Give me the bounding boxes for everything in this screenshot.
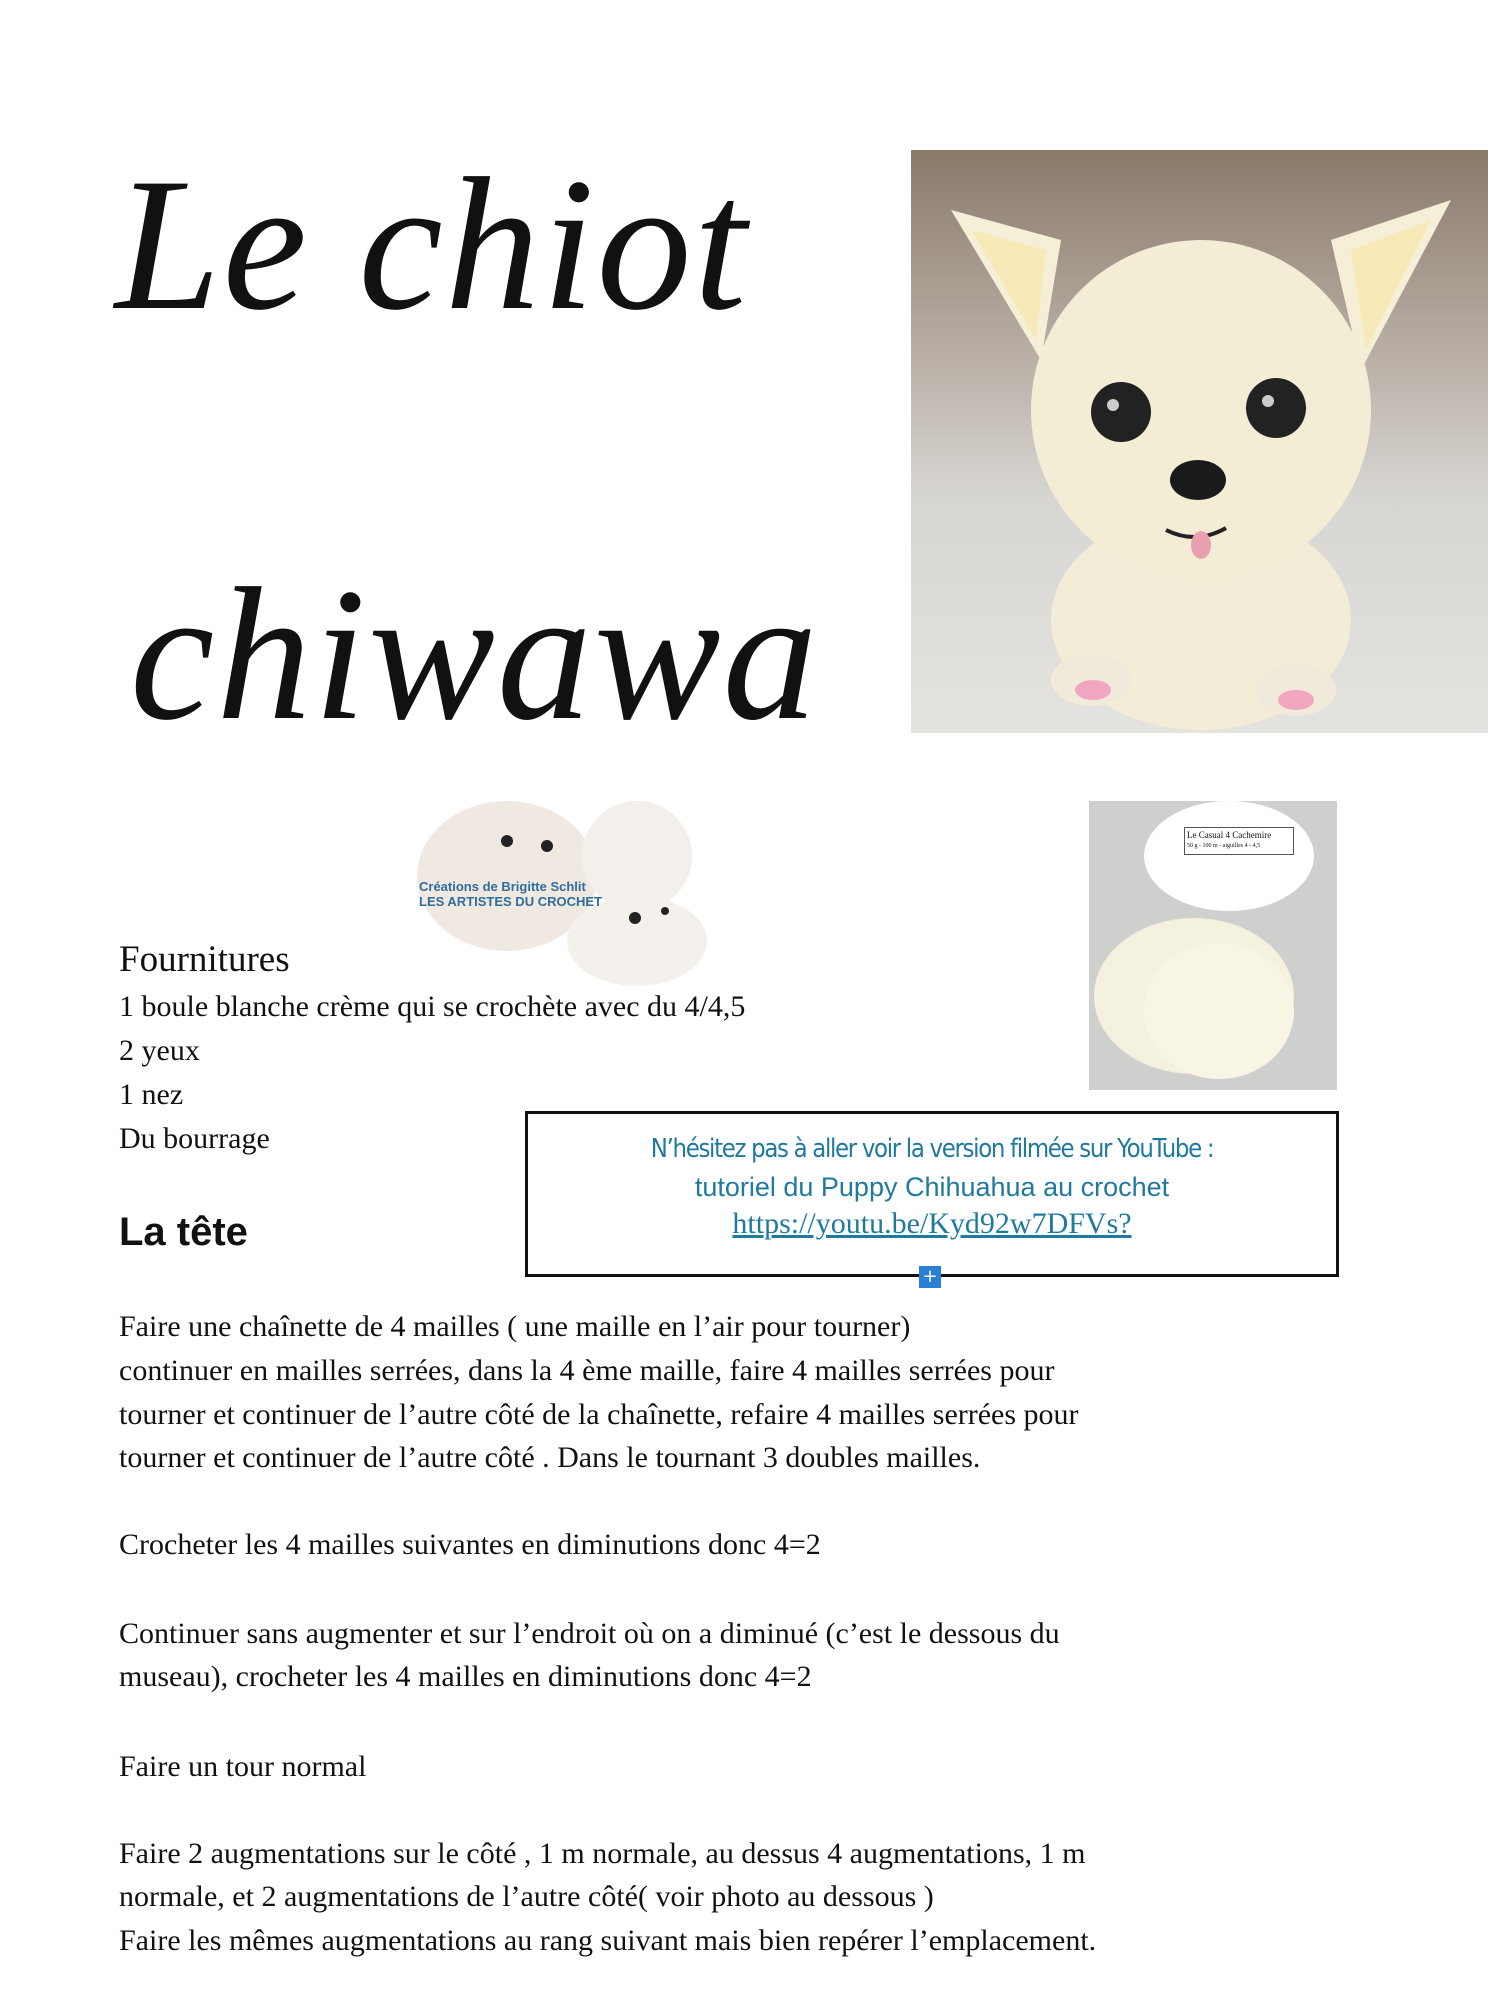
- artistes-du-crochet-logo: [407, 796, 723, 986]
- supply-item: 1 nez: [119, 1078, 184, 1111]
- logo-line-1: Créations de Brigitte Schlit: [419, 879, 586, 894]
- yarn-photo: [1089, 801, 1337, 1090]
- title-line-2: chiwawa: [130, 550, 820, 760]
- body-line: normale, et 2 augmentations de l’autre côté( voir photo au dessous ): [119, 1880, 934, 1913]
- body-line: continuer en mailles serrées, dans la 4 ème maille, faire 4 mailles serrées pour: [119, 1354, 1055, 1387]
- youtube-link[interactable]: https://youtu.be/Kyd92w7DFVs?: [732, 1207, 1132, 1240]
- body-line: Faire les mêmes augmentations au rang suivant mais bien repérer l’emplacement.: [119, 1924, 1097, 1957]
- section-heading-la-tete: La tête: [119, 1210, 248, 1254]
- body-line: tourner et continuer de l’autre côté . Dans le tournant 3 doubles mailles.: [119, 1441, 981, 1474]
- yarn-label-name: Le Casual 4 Cachemire: [1187, 830, 1272, 840]
- body-line: Crocheter les 4 mailles suivantes en diminutions donc 4=2: [119, 1528, 821, 1561]
- body-line: Faire un tour normal: [119, 1750, 367, 1783]
- body-line: Continuer sans augmenter et sur l’endroit où on a diminué (c’est le dessous du: [119, 1617, 1060, 1650]
- supply-item: Du bourrage: [119, 1122, 270, 1155]
- body-line: Faire une chaînette de 4 mailles ( une maille en l’air pour tourner): [119, 1310, 911, 1343]
- chihuahua-photo: [911, 150, 1488, 733]
- youtube-text-line-1: N’hésitez pas à aller voir la version filmée sur YouTube :: [650, 1134, 1214, 1164]
- youtube-text-line-2: tutoriel du Puppy Chihuahua au crochet: [694, 1172, 1170, 1202]
- body-line: Faire 2 augmentations sur le côté , 1 m normale, au dessus 4 augmentations, 1 m: [119, 1837, 1086, 1870]
- logo-line-2: LES ARTISTES DU CROCHET: [419, 894, 602, 909]
- body-line: museau), crocheter les 4 mailles en diminutions donc 4=2: [119, 1660, 812, 1693]
- title-line-1: Le chiot: [115, 140, 749, 350]
- supplies-heading: Fournitures: [119, 939, 290, 980]
- yarn-label-details: 50 g - 100 m - aiguilles 4 - 4,5: [1187, 843, 1260, 849]
- body-line: tourner et continuer de l’autre côté de la chaînette, refaire 4 mailles serrées pour: [119, 1398, 1079, 1431]
- add-icon[interactable]: +: [919, 1266, 941, 1288]
- youtube-callout: [525, 1111, 1339, 1287]
- supply-item: 1 boule blanche crème qui se crochète avec du 4/4,5: [119, 990, 746, 1023]
- supply-item: 2 yeux: [119, 1034, 200, 1067]
